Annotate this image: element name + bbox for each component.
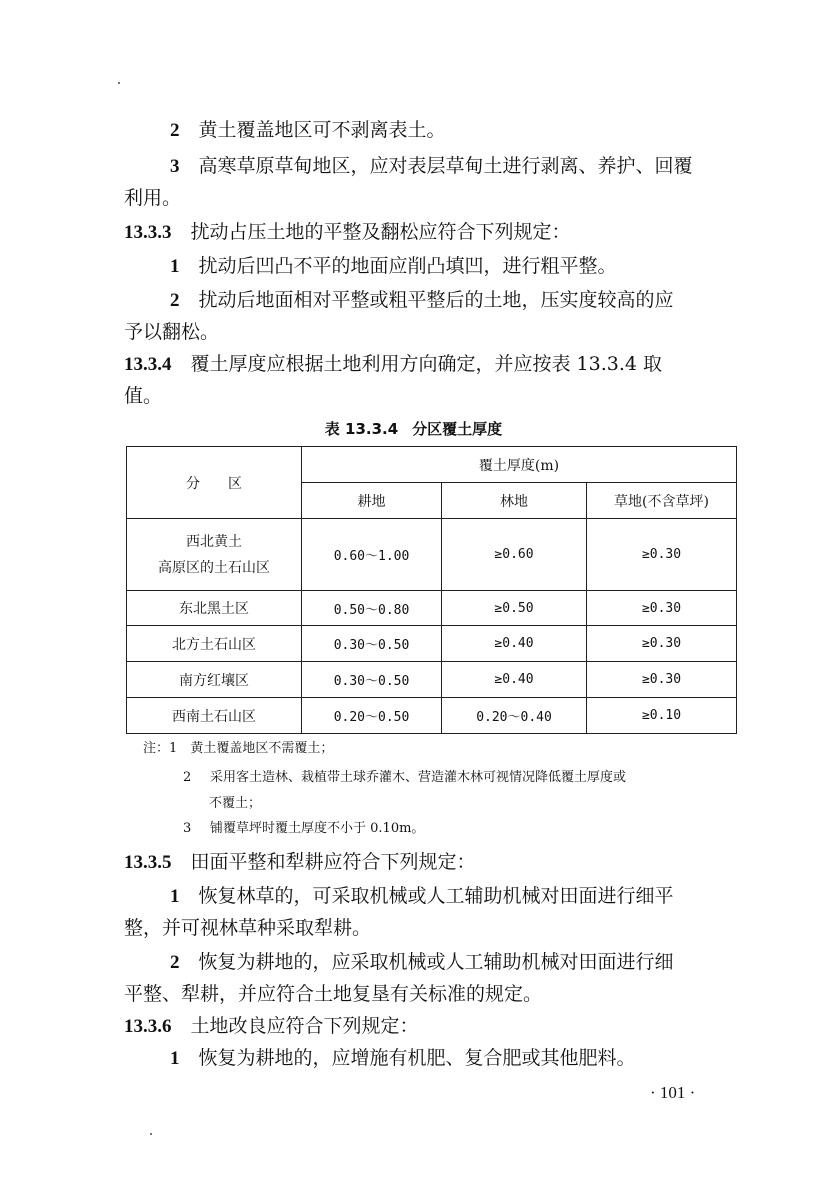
forestland-value: ≥0.40 [442,662,587,698]
note-number: 2 [183,770,192,785]
header-farmland: 耕地 [302,483,442,519]
item-text: 黄土覆盖地区可不剥离表土。 [198,119,446,141]
grassland-value: ≥0.30 [587,519,737,591]
list-item [170,884,674,909]
grassland-value: ≥0.30 [587,591,737,626]
clause-13-3-3 [124,220,571,245]
cover-thickness-table [126,446,737,734]
table-caption-number: 表 13.3.4 [324,420,399,438]
forestland-value: ≥0.40 [442,626,587,662]
note-text: 采用客土造林、栽植带土球乔灌木、营造灌木林可视情况降低覆土厚度或 [210,770,627,785]
paragraph-item [170,154,693,179]
note-text: 黄土覆盖地区不需覆土； [190,741,334,756]
header-cover-thickness: 覆土厚度(m) [302,447,737,483]
note-text-continued: 不覆土； [209,796,262,811]
item-text: 扰动后地面相对平整或粗平整后的土地，压实度较高的应 [198,289,674,311]
clause-id: 13.3.5 [124,852,172,873]
note-number: 3 [183,821,192,836]
grassland-value: ≥0.30 [587,662,737,698]
header-zone: 分 区 [127,447,302,519]
table-caption-title: 分区覆土厚度 [412,420,503,438]
scan-speck [150,1133,152,1135]
farmland-value: 0.30～0.50 [302,626,442,662]
paragraph-item [170,118,446,143]
zone-cell: 西南土石山区 [127,698,302,734]
list-item [170,254,617,279]
table-header-row [127,447,737,483]
clause-13-3-6 [124,1014,419,1039]
farmland-value: 0.50～0.80 [302,591,442,626]
item-number: 1 [170,1048,180,1069]
header-forestland: 林地 [442,483,587,519]
clause-13-3-4 [124,352,662,377]
table-note [183,820,424,838]
zone-cell: 北方土石山区 [127,626,302,662]
table-note [143,740,333,758]
farmland-value: 0.30～0.50 [302,662,442,698]
item-text: 恢复林草的，可采取机械或人工辅助机械对田面进行细平 [198,885,674,907]
zone-name-line: 高原区的土石山区 [158,559,270,576]
item-text-continued: 利用。 [124,187,182,209]
table-row [127,519,737,591]
table-row [127,591,737,626]
forestland-value: ≥0.60 [442,519,587,591]
item-text: 扰动后凹凸不平的地面应削凸填凹，进行粗平整。 [198,255,617,277]
item-text: 高寒草原草甸地区，应对表层草甸土进行剥离、养护、回覆 [198,155,693,177]
item-text-continued: 予以翻松。 [124,321,220,343]
zone-cell: 南方红壤区 [127,662,302,698]
list-item [170,1046,636,1071]
item-number: 2 [170,120,180,141]
item-text: 恢复为耕地的，应采取机械或人工辅助机械对田面进行细 [198,951,674,973]
farmland-value: 0.20～0.50 [302,698,442,734]
table-row [127,626,737,662]
clause-text: 田面平整和犁耕应符合下列规定： [190,851,476,873]
table-row [127,662,737,698]
clause-text-continued: 值。 [124,385,163,407]
item-text-continued: 平整、犁耕，并应符合土地复垦有关标准的规定。 [124,983,543,1005]
zone-name-line: 西北黄土 [186,533,242,550]
item-number: 2 [170,952,180,973]
forestland-value: ≥0.50 [442,591,587,626]
note-number: 1 [169,741,178,756]
grassland-value: ≥0.30 [587,626,737,662]
zone-cell: 东北黑土区 [127,591,302,626]
list-item [170,288,674,313]
table-note [183,769,626,787]
forestland-value: 0.20～0.40 [442,698,587,734]
clause-text: 扰动占压土地的平整及翻松应符合下列规定： [190,221,571,243]
zone-cell [127,519,302,591]
item-number: 1 [170,256,180,277]
clause-id: 13.3.4 [124,354,172,375]
grassland-value: ≥0.10 [587,698,737,734]
note-text: 铺覆草坪时覆土厚度不小于 0.10m。 [210,821,425,836]
scan-speck [118,82,120,84]
list-item [170,950,674,975]
item-number: 1 [170,886,180,907]
clause-id: 13.3.6 [124,1016,172,1037]
table-row [127,698,737,734]
farmland-value: 0.60～1.00 [302,519,442,591]
item-number: 2 [170,290,180,311]
table-caption [0,418,827,439]
clause-text: 土地改良应符合下列规定： [190,1015,419,1037]
clause-13-3-5 [124,850,476,875]
clause-id: 13.3.3 [124,222,172,243]
page-number: · 101 · [650,1083,696,1102]
item-text: 恢复为耕地的，应增施有机肥、复合肥或其他肥料。 [198,1047,636,1069]
header-grassland: 草地(不含草坪) [587,483,737,519]
note-label: 注： [143,741,170,756]
item-text-continued: 整，并可视林草种采取犁耕。 [124,917,372,939]
clause-text: 覆土厚度应根据土地利用方向确定，并应按表 13.3.4 取 [190,353,663,375]
item-number: 3 [170,156,180,177]
